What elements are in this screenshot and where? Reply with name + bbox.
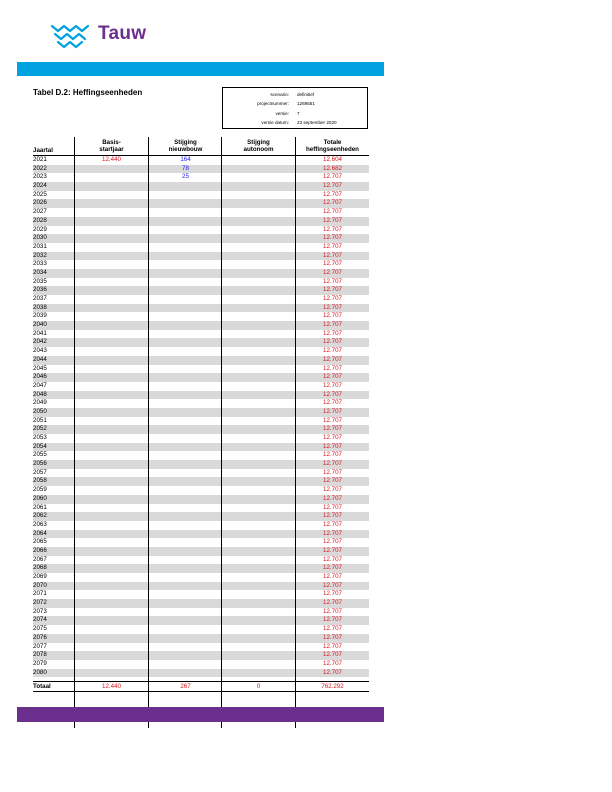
table-row [33,477,369,486]
table-row [33,234,369,243]
year-cell: 2067 [33,555,47,563]
header-year: Jaartal [33,147,53,154]
year-cell: 2052 [33,425,47,433]
column-divider [221,137,222,728]
totaal-cell: 12.707 [323,659,342,667]
totaal-cell: 12.707 [323,364,342,372]
table-row [33,538,369,547]
column-divider [74,137,75,728]
table-row [33,573,369,582]
table-row [33,564,369,573]
table-row [33,199,369,208]
totaal-cell: 12.707 [323,668,342,676]
header-nieuwbouw: Stijging nieuwbouw [168,139,203,153]
totaal-cell: 12.707 [323,390,342,398]
table-row [33,469,369,478]
totaal-cell: 12.707 [323,529,342,537]
totaal-cell: 12.707 [323,199,342,207]
year-cell: 2049 [33,399,47,407]
table-row [33,391,369,400]
year-cell: 2044 [33,355,47,363]
totaal-cell: 12.707 [323,520,342,528]
info-row-versie: versie: 7 [275,111,300,116]
totaal-cell: 12.707 [323,625,342,633]
table-row [33,173,369,182]
table-row [33,165,369,174]
totaal-cell: 12.707 [323,399,342,407]
year-cell: 2051 [33,416,47,424]
total-row [33,682,369,691]
year-cell: 2056 [33,460,47,468]
totaal-cell: 12.707 [323,338,342,346]
table-row [33,625,369,634]
totaal-cell: 12.707 [323,590,342,598]
table-row [33,373,369,382]
table-row [33,347,369,356]
year-cell: 2043 [33,347,47,355]
totaal-cell: 12.707 [323,277,342,285]
column-divider [295,137,296,728]
totaal-cell: 12.707 [323,425,342,433]
year-cell: 2079 [33,659,47,667]
totaal-cell: 12.707 [323,286,342,294]
info-row-scenario: scenario: definitief [270,92,315,97]
year-cell: 2071 [33,590,47,598]
brand-name: Tauw [98,23,147,44]
totaal-cell: 12.707 [323,607,342,615]
totaal-cell: 12.707 [323,546,342,554]
table-row [33,651,369,660]
year-cell: 2036 [33,286,47,294]
totaal-cell: 12.707 [323,633,342,641]
year-cell: 2068 [33,564,47,572]
table-body [33,156,369,677]
table-row [33,408,369,417]
table-row [33,330,369,339]
table-row [33,616,369,625]
totaal-cell: 12.707 [323,494,342,502]
table-row [33,590,369,599]
year-cell: 2047 [33,381,47,389]
table-row [33,443,369,452]
table-row [33,486,369,495]
nieuwbouw-cell: 25 [182,173,189,181]
table-row [33,191,369,200]
year-cell: 2073 [33,607,47,615]
table-row [33,278,369,287]
table-row [33,217,369,226]
table-row [33,451,369,460]
totaal-cell: 12.707 [323,216,342,224]
totaal-cell: 12.707 [323,573,342,580]
table-row [33,417,369,426]
info-row-projectnummer: projectnummer: 1269551 [257,101,315,106]
totaal-cell: 12.707 [323,434,342,441]
year-cell: 2028 [33,216,47,224]
info-box [222,87,368,129]
basis-cell: 12.440 [102,156,121,163]
year-cell: 2030 [33,234,47,242]
year-cell: 2074 [33,616,47,624]
table-row [33,312,369,321]
totaal-cell: 12.707 [323,303,342,311]
table-row [33,243,369,252]
table-row [33,547,369,556]
year-cell: 2076 [33,633,47,641]
year-cell: 2037 [33,295,47,302]
table-row [33,286,369,295]
total-label: Totaal [33,683,51,690]
totaal-cell: 12.707 [323,208,342,216]
totaal-cell: 12.707 [323,251,342,259]
totaal-cell: 12.707 [323,295,342,302]
table-row [33,182,369,191]
year-cell: 2022 [33,164,47,172]
totaal-cell: 12.707 [323,355,342,363]
table-row [33,460,369,469]
info-row-versie-datum: versie datum: 23 september 2020 [261,120,337,125]
year-cell: 2038 [33,303,47,311]
totaal-cell: 12.707 [323,642,342,650]
year-cell: 2040 [33,321,47,329]
header-band [17,62,384,76]
totaal-cell: 12.707 [323,616,342,624]
totaal-cell: 12.682 [323,164,342,172]
year-cell: 2058 [33,477,47,485]
year-cell: 2069 [33,573,47,580]
totaal-cell: 12.707 [323,321,342,329]
total-autonoom: 0 [256,683,261,690]
totaal-cell: 12.707 [323,512,342,520]
table-row [33,434,369,443]
year-cell: 2050 [33,407,47,415]
year-cell: 2075 [33,625,47,633]
table-row [33,321,369,330]
total-basis: 12.440 [102,683,121,690]
totaal-cell: 12.707 [323,347,342,355]
totaal-cell: 12.604 [323,156,342,163]
totaal-cell: 12.707 [323,538,342,546]
table-row [33,660,369,669]
header-totaal: Totale heffingseenheden [306,139,359,153]
year-cell: 2048 [33,390,47,398]
year-cell: 2039 [33,312,47,320]
nieuwbouw-cell: 78 [182,164,189,172]
table-row [33,556,369,565]
totaal-cell: 12.707 [323,477,342,485]
column-divider [148,137,149,728]
totaal-cell: 12.707 [323,381,342,389]
table-row [33,530,369,539]
year-cell: 2031 [33,242,47,250]
year-cell: 2021 [33,156,47,163]
year-cell: 2063 [33,520,47,528]
year-cell: 2070 [33,581,47,589]
totaal-cell: 12.707 [323,460,342,468]
totaal-cell: 12.707 [323,234,342,242]
year-cell: 2032 [33,251,47,259]
year-cell: 2045 [33,364,47,372]
header-autonoom: Stijging autonoom [243,139,274,153]
table-row [33,599,369,608]
year-cell: 2041 [33,329,47,337]
bottom-divider [33,691,369,692]
table-row [33,356,369,365]
table-row [33,399,369,408]
totaal-cell: 12.707 [323,468,342,476]
year-cell: 2024 [33,182,47,190]
year-cell: 2055 [33,451,47,459]
table-row [33,608,369,617]
year-cell: 2065 [33,538,47,546]
year-cell: 2062 [33,512,47,520]
year-cell: 2077 [33,642,47,650]
nieuwbouw-cell: 164 [180,156,191,163]
year-cell: 2042 [33,338,47,346]
year-cell: 2061 [33,503,47,511]
totaal-cell: 12.707 [323,312,342,320]
year-cell: 2029 [33,225,47,233]
year-cell: 2072 [33,599,47,607]
totaal-cell: 12.707 [323,599,342,607]
totaal-cell: 12.707 [323,486,342,494]
year-cell: 2064 [33,529,47,537]
table-row [33,382,369,391]
year-cell: 2054 [33,442,47,450]
totaal-cell: 12.707 [323,190,342,198]
table-row [33,226,369,235]
table-row [33,295,369,304]
totaal-cell: 12.707 [323,451,342,459]
year-cell: 2057 [33,468,47,476]
table-row [33,643,369,652]
table-row [33,365,369,374]
total-nieuwbouw: 267 [180,683,191,690]
footer-band [17,707,384,722]
table-row [33,252,369,261]
year-cell: 2033 [33,260,47,268]
year-cell: 2034 [33,268,47,276]
totaal-cell: 12.707 [323,268,342,276]
totaal-cell: 12.707 [323,503,342,511]
year-cell: 2026 [33,199,47,207]
year-cell: 2078 [33,651,47,659]
totaal-cell: 12.707 [323,225,342,233]
table-row [33,208,369,217]
table-row [33,338,369,347]
table-row [33,669,369,678]
year-cell: 2023 [33,173,47,181]
totaal-cell: 12.707 [323,182,342,190]
year-cell: 2027 [33,208,47,216]
table-row [33,304,369,313]
table-row [33,512,369,521]
totaal-cell: 12.707 [323,555,342,563]
totaal-cell: 12.707 [323,416,342,424]
totaal-cell: 12.707 [323,442,342,450]
total-totaal: 762.292 [321,683,344,690]
totaal-cell: 12.707 [323,581,342,589]
totaal-cell: 12.707 [323,407,342,415]
year-cell: 2035 [33,277,47,285]
totaal-cell: 12.707 [323,173,342,181]
table-row [33,425,369,434]
year-cell: 2025 [33,190,47,198]
totaal-cell: 12.707 [323,329,342,337]
table-row [33,521,369,530]
table-title: Tabel D.2: Heffingseenheden [33,88,143,97]
year-cell: 2060 [33,494,47,502]
table-row [33,504,369,513]
header-basis: Basis- startjaar [99,139,124,153]
year-cell: 2059 [33,486,47,494]
table-row [33,582,369,591]
table-row [33,156,369,165]
totaal-cell: 12.707 [323,242,342,250]
year-cell: 2080 [33,668,47,676]
year-cell: 2046 [33,373,47,381]
table-row [33,634,369,643]
year-cell: 2066 [33,546,47,554]
tauw-logo-icon [50,22,90,50]
totaal-cell: 12.707 [323,373,342,381]
table-row [33,260,369,269]
table-row [33,495,369,504]
totaal-cell: 12.707 [323,564,342,572]
table-row [33,269,369,278]
year-cell: 2053 [33,434,47,441]
totaal-cell: 12.707 [323,651,342,659]
totaal-cell: 12.707 [323,260,342,268]
